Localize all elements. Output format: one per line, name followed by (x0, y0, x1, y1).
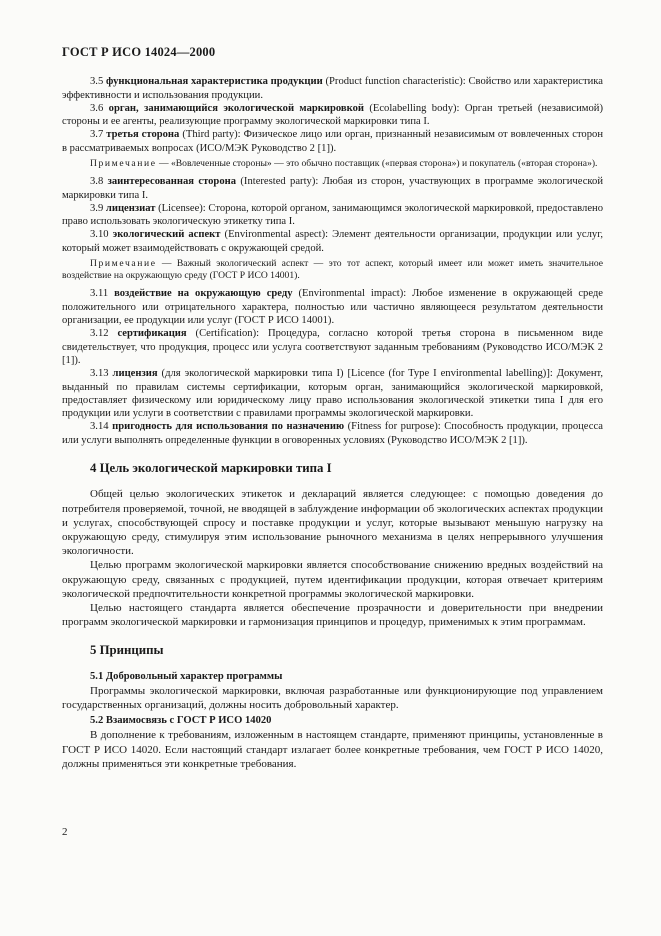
term: экологический аспект (112, 229, 221, 241)
term: сертификация (117, 328, 187, 340)
definitions-block-1 (62, 75, 603, 155)
term: лицензиат (105, 202, 156, 214)
definition-3-12: 3.12 сертификация (Certification): Процедура, согласно которой третья сторона в письменном виде свидетельствует, что продукция, процесс или услуга соответствуют заданным требованиям (Руководство ИСО/МЭК 2 [1]). (62, 328, 603, 366)
definition-3-5: 3.5 функциональная характеристика продукции (Product function characteristic): Свойство или характеристика эффективности и использования продукции. (62, 76, 603, 101)
note-label: Примечание (90, 158, 157, 170)
section-4-paragraph: Общей целью экологических этикеток и деклараций является следующее: с помощью доведения до потребителя проверяемой, точной, не вводящей в заблуждение информации об экологических аспектах продукции и услугах, способствующей спросу и поставке продукции и услуг, которые вызывают меньшую нагрузку на окружающую среду, стимулируя этим использование рыночного механизма в целях непрерывного улучшения экологичности. (62, 488, 603, 558)
note-label: Примечание (90, 258, 157, 270)
definitions-block-2 (62, 175, 603, 255)
term: воздействие на окружающую среду (114, 288, 293, 300)
definition-3-14: 3.14 пригодность для использования по назначению (Fitness for purpose): Способность продукции, процесса или услуги выполнять определенные функции в оговоренных условиях (Руководство ИСО/МЭК 2 [1]). (62, 421, 603, 446)
section-4-paragraph: Целью настоящего стандарта является обеспечение прозрачности и доверительности при внедрении программ экологической маркировки и гармонизация принципов и процедур, применимых к этим программам. (62, 601, 603, 629)
definitions-block-3 (62, 287, 603, 447)
definition-3-10: 3.10 экологический аспект (Environmental aspect): Элемент деятельности организации, продукции или услуг, который может взаимодействовать с окружающей средой. (62, 229, 603, 254)
page-number: 2 (62, 826, 68, 838)
definition-3-8: 3.8 заинтересованная сторона (Interested party): Любая из сторон, участвующих в программе экологической маркировки типа I. (62, 176, 603, 201)
page-header: ГОСТ Р ИСО 14024—2000 (62, 45, 216, 59)
definition-3-6: 3.6 орган, занимающийся экологической маркировкой (Ecolabelling body): Орган третьей (независимой) стороны и ее агенты, реализующие программу экологической маркировки типа I. (62, 102, 603, 128)
section-4-title: 4 Цель экологической маркировки типа I (90, 461, 332, 476)
definition-3-7: 3.7 третья сторона (Third party): Физическое лицо или орган, признанный независимым от вовлеченных сторон в рассматриваемых вопросах (ИСО/МЭК Руководство 2 [1]). (62, 129, 603, 154)
term: орган, занимающийся экологической маркировкой (108, 102, 364, 114)
term: заинтересованная сторона (107, 176, 237, 188)
section-4-paragraph: Целью программ экологической маркировки является способствование снижению вредных воздействий на окружающую среду, связанных с продукцией, путем идентификации продукции, которая отвечает критериям экологической предпочтительности конкретной программы экологической маркировки. (62, 559, 603, 600)
note-2: Примечание — Важный экологический аспект — это тот аспект, который имеет или может иметь значительное воздействие на окружающую среду (ГОСТ Р ИСО 14001). (62, 258, 603, 282)
term: третья сторона (106, 129, 180, 141)
note-1: Примечание — «Вовлеченные стороны» — это обычно поставщик («первая сторона») и покупатель («вторая сторона»). (90, 158, 598, 170)
subsection-5-1-text: Программы экологической маркировки, включая разработанные или функционирующие под управлением государственных организаций, должны носить добровольный характер. (62, 684, 603, 712)
subsection-5-2-text: В дополнение к требованиям, изложенным в настоящем стандарте, применяют принципы, установленные в ГОСТ Р ИСО 14020. Если настоящий стандарт излагает более конкретные требования, чем ГОСТ Р ИСО 14020, должны применяться эти конкретные требования. (62, 729, 603, 770)
section-5-body (62, 670, 603, 771)
term: лицензия (112, 368, 158, 380)
term: функциональная характеристика продукции (106, 76, 323, 88)
section-4-body (62, 487, 603, 629)
subsection-5-1-title: 5.1 Добровольный характер программы (90, 670, 283, 682)
subsection-5-2-title: 5.2 Взаимосвязь с ГОСТ Р ИСО 14020 (90, 715, 272, 727)
definition-3-9: 3.9 лицензиат (Licensee): Сторона, которой органом, занимающимся экологической маркировкой, предоставлено право использовать экологическую этикетку типа I. (62, 202, 603, 228)
definition-3-13: 3.13 лицензия (для экологической маркировки типа I) [Licence (for Type I environmental labelling)]: Документ, выданный по правилам системы сертификации, которым орган, занимающийся экологической маркировкой, предоставляет физическому или юридическому лицу право использования экологической этикетки типа I для его продукции или услуги в соответствии с правилами программы экологической маркировки. (62, 368, 604, 420)
section-5-title: 5 Принципы (90, 643, 164, 658)
definition-3-11: 3.11 воздействие на окружающую среду (Environmental impact): Любое изменение в окружающей среде положительного или отрицательного характера, полностью или частично являющееся результатом деятельности организации, ее продукции или услуг (ГОСТ Р ИСО 14001). (62, 288, 603, 327)
term: пригодность для использования по назначению (112, 421, 345, 433)
